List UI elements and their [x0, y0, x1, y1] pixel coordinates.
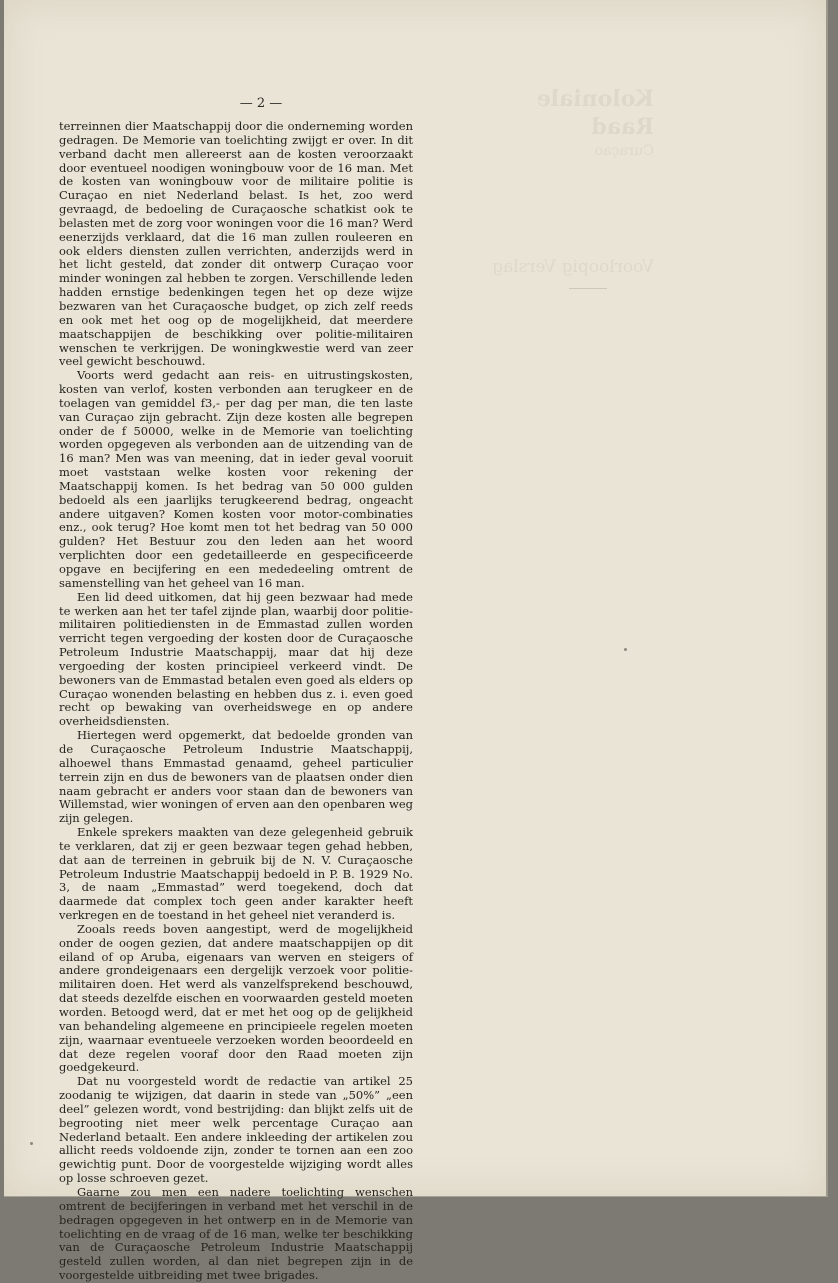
bleed-line-2: Curaçao [594, 143, 654, 159]
paper-speck [30, 1142, 33, 1145]
paragraph: Enkele sprekers maakten van deze gelegenheid gebruik te verklaren, dat zij er geen bezwaar tegen gehad hebben, dat aan de terreinen in gebruik bij de N. V. Curaçaosche Petroleum Industrie Maatschappij bedoeld in P. B. 1929 No. 3, de naam „Emmastad” werd toegekend, doch dat daarmede dat complex toch geen ander karakter heeft verkregen en de toestand in het geheel niet veranderd is. [59, 825, 413, 923]
paragraph: Zooals reeds boven aangestipt, werd de mogelijkheid onder de oogen gezien, dat andere maatschappijen op dit eiland of op Aruba, eigenaars van werven en steigers of andere grondeigenaars een dergelijk verzoek voor politie-militairen doen. Het werd als vanzelfsprekend beschouwd, dat steeds dezelfde eischen en voorwaarden gesteld moeten worden. Betoogd werd, dat er met het oog op de gelijkheid van behandeling algemeene en principieele regelen moeten zijn, waarnaar eventueele verzoeken worden beoordeeld en dat deze regelen vooraf door den Raad moeten zijn goedgekeurd. [59, 921, 413, 1075]
body-text-column [59, 120, 413, 1283]
bleed-line-3: Voorloopig Verslag [492, 256, 654, 277]
bleed-line-1: Koloniale Raad [536, 86, 654, 140]
paragraph: Gaarne zou men een nadere toelichting wenschen omtrent de becijferingen in verband met het verschil in de bedragen opgegeven in het ontwerp en in de Memorie van toelichting en de vraag of de 16 man, welke ter beschikking van de Curaçaosche Petroleum Industrie Maatschappij gesteld zullen worden, al dan niet begrepen zijn in de voorgestelde uitbreiding met twee brigades. [59, 1184, 413, 1283]
paper-speck [624, 648, 627, 651]
paragraph: Een lid deed uitkomen, dat hij geen bezwaar had mede te werken aan het ter tafel zijnde plan, waarbij door politie-militairen politiediensten in de Emmastad zullen worden verricht tegen vergoeding der kosten door de Curaçaosche Petroleum Industrie Maatschappij, maar dat hij deze vergoeding der kosten principieel verkeerd vindt. De bewoners van de Emmastad betalen even goed als elders op Curaçao wonenden belasting en hebben dus z. i. even goed recht op bewaking van overheidswege en op andere overheidsdiensten. [59, 589, 413, 729]
paragraph: Voorts werd gedacht aan reis- en uitrustingskosten, kosten van verlof, kosten verbonden aan terugkeer en de toelagen van gemiddel f3,- per dag per man, die ten laste van Curaçao zijn gebracht. Zijn deze kosten alle begrepen onder de f 50000, welke in de Memorie van toelichting worden opgegeven als verbonden aan de uitzending van de 16 man? Men was van meening, dat in ieder geval vooruit moet vaststaan welke kosten voor rekening der Maatschappij komen. Is het bedrag van 50 000 gulden bedoeld als een jaarlijks terugkeerend bedrag, ongeacht andere uitgaven? Komen kosten voor motor-combinaties enz., ook terug? Hoe komt men tot het bedrag van 50 000 gulden? Het Bestuur zou den leden aan het woord verplichten door een gedetailleerde en gespecificeerde opgave en becijfering en een mededeeling omtrent de samenstelling van het geheel van 16 man. [59, 368, 413, 590]
paragraph: Dat nu voorgesteld wordt de redactie van artikel 25 zoodanig te wijzigen, dat daarin in stede van „50%” „een deel” gelezen wordt, vond bestrijding: dan blijkt zelfs uit de begrooting niet meer welk percentage Curaçao aan Nederland betaalt. Een andere inkleeding der artikelen zou allicht reeds voldoende zijn, zonder te tornen aan een zoo gewichtig punt. Door de voorgestelde wijziging wordt alles op losse schroeven gezet. [59, 1074, 413, 1186]
bleed-through-text [474, 86, 654, 278]
page-number: — 2 — [239, 96, 283, 111]
document-page [4, 0, 828, 1283]
bleed-through-rule [569, 288, 607, 289]
paragraph: terreinnen dier Maatschappij door die onderneming worden gedragen. De Memorie van toelichting zwijgt er over. In dit verband dacht men allereerst aan de kosten veroorzaakt door eventueel noodigen woningbouw voor de 16 man. Met de kosten van woningbouw voor de militaire politie is Curaçao en niet Nederland belast. Is het, zoo werd gevraagd, de bedoeling de Curaçaosche schatkist ook te belasten met de zorg voor woningen voor die 16 man? Werd eenerzijds verklaard, dat die 16 man zullen rouleeren en ook elders diensten zullen verrichten, anderzijds werd in het licht gesteld, dat zonder dit ontwerp Curaçao voor minder woningen zal hebben te zorgen. Verschillende leden hadden ernstige bedenkingen tegen het op deze wijze bezwaren van het Curaçaosche budget, op zich zelf reeds en ook met het oog op de mogelijkheid, dat meerdere maatschappijen de beschikking over politie-militairen wenschen te verkrijgen. De woningkwestie werd van zeer veel gewicht beschouwd. [59, 119, 413, 369]
paragraph: Hiertegen werd opgemerkt, dat bedoelde gronden van de Curaçaosche Petroleum Industrie Maatschappij, alhoewel thans Emmastad genaamd, geheel particulier terrein zijn en dus de bewoners van de plaatsen onder dien naam gebracht er anders voor staan dan de bewoners van Willemstad, wier woningen of erven aan den openbaren weg zijn gelegen. [59, 728, 413, 826]
